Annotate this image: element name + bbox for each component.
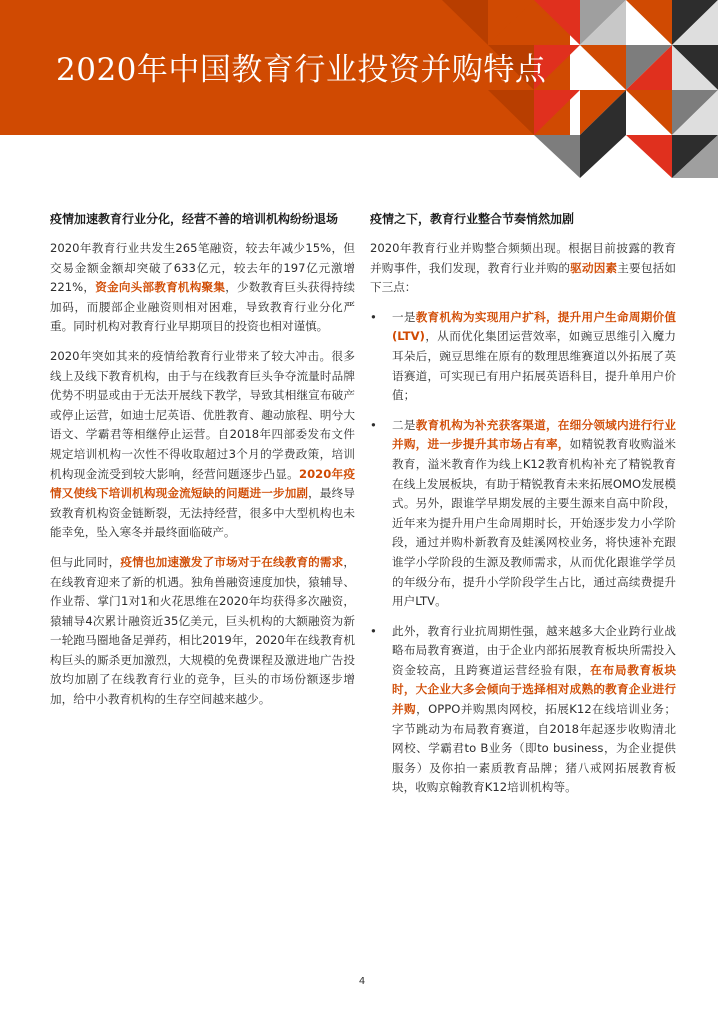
text: ，少数教育巨头获得持续加码，而腰部企业融资则相对困难，导致教育行业分化严重。同时机构对教育行业早期项目的投资也相对谨慎。 [50,280,355,334]
highlight: 教育机构为补充获客渠道，在细分领域内进行行业并购，进一步提升其市场占有率， [392,417,676,452]
tri-r3-c [626,135,672,178]
tri-r2-e [626,90,672,135]
page-number: 4 [358,976,366,987]
right-intro [370,239,676,298]
tri-r3-a [534,135,580,178]
driver-list [370,308,676,798]
text: ，从而优化集团运营效率，如豌豆思维引入魔力耳朵后，豌豆思维在原有的数理思维赛道以外拓展了英语赛道，可实现已有用户拓展英语科目，提升单用户价值； [392,329,676,403]
text: ，最终导致教育机构资金链断裂，无法持经营，很多中大型机构也未能幸免，坠入寒冬并最终面临破产。 [50,486,355,540]
tri-r2-a [488,90,534,135]
text: 主要包括如下三点： [370,260,676,295]
left-paragraph-1 [50,239,355,337]
page-title: 2020年中国教育行业投资并购特点 [56,52,547,88]
tri-r0-b [488,0,534,45]
highlight: 2020年疫情又使线下培训机构现金流短缺的问题进一步加剧 [50,466,355,501]
text: 一是 [392,309,416,324]
text: 但与此同时， [50,554,121,569]
highlight: 驱动因素 [570,260,618,275]
text: 二是 [392,417,416,432]
list-item [370,416,676,612]
highlight: 教育机构为实现用户扩科，提升用户生命周期价值(LTV) [392,309,676,344]
tri-r3-b [580,135,626,178]
text: ，OPPO并购黑肉网校，拓展K12在线培训业务；字节跳动为布局教育赛道，自2018年起逐步收购清北网校、学霸君to B业务（即to business，为企业提供服务）及你拍一素质教育品牌；猪八戒网拓展教育板块，收购京翰教育K12培训机构等。 [392,702,676,795]
text: 2020年教育行业并购整合频频出现。根据目前披露的教育并购事件，我们发现，教育行业并购的 [370,241,676,275]
tri-r1-c [580,45,626,90]
highlight: 疫情也加速激发了市场对于在线教育的需求 [120,554,344,569]
bullet-icon: • [370,417,377,432]
left-paragraph-3 [50,553,355,710]
tri-r2-b [534,90,580,135]
left-heading: 疫情加速教育行业分化，经营不善的培训机构纷纷退场 [50,212,339,226]
text: 如精锐教育收购溢米教育，溢米教育作为线上K12教育机构补充了精锐教育在线上发展板块，有助于精锐教育未来拓展OMO发展模式。另外，跟谁学早期发展的主要生源来自高中阶段，近年来为提升用户生命周期时长，开始逐步发力小学阶段，通过并购朴新教育及蛙溪网校业务，将快速补充跟谁学小学阶段的生源及教师需求，从而优化跟谁学学员的年级分布，提升小学阶段学生占比，通过高续费提升用户LTV。 [392,437,676,609]
highlight: 资金向头部教育机构聚集 [95,280,226,295]
text: 2020年突如其来的疫情给教育行业带来了较大冲击。很多线上及线下教育机构，由于与在线教育巨头争夺流量时品牌优势不明显或由于无法开展线下教学，导致其相继宣布破产或停止运营，如迪士尼英语、优胜教育、趣动旅程、明兮大语文、学霸君等相继停止运营。自2018年四部委发布文件规定培训机构一次性不得收取超过3个月的学费政策，培训机构现金流受到较大影响，经营问题逐步凸显。 [50,348,355,481]
tri-r0-e [626,0,672,45]
list-item [370,308,676,406]
triangle-pattern [0,0,724,178]
left-column [50,210,355,720]
bullet-icon: • [370,309,377,324]
highlight: 在布局教育板块时，大企业大多会倾向于选择相对成熟的教育企业进行并购 [392,662,676,717]
right-heading: 疫情之下，教育行业整合节奏悄然加剧 [370,212,575,226]
bullet-icon: • [370,623,377,638]
text: 2020年教育行业共发生265笔融资，较去年减少15%，但交易金额金额却突破了633亿元，较去年的197亿元激增221%， [50,241,355,295]
text: 此外，教育行业抗周期性强，越来越多大企业跨行业战略布局教育赛道，由于企业内部拓展教育板块所需投入资金较高，且跨赛道运营经验有限， [392,623,676,677]
right-column [370,210,676,808]
left-paragraph-2 [50,347,355,543]
list-item [370,622,676,798]
tri-r0-a [442,0,488,45]
text: ，在线教育迎来了新的机遇。独角兽融资速度加快，猿辅导、作业帮、掌门1对1和火花思维在2020年均获得多次融资，猿辅导4次累计融资近35亿美元，巨头机构的大额融资为新一轮跑马圈地备足弹药，相比2019年，2020年在线教育机构巨头的厮杀更加激烈，大规模的免费课程及激进地广告投放均加剧了在线教育行业的竞争，巨头的市场份额逐步增加，给中小教育机构的生存空间越来越少。 [50,554,355,707]
header-banner [0,0,724,178]
tri-r0-c [534,0,580,45]
